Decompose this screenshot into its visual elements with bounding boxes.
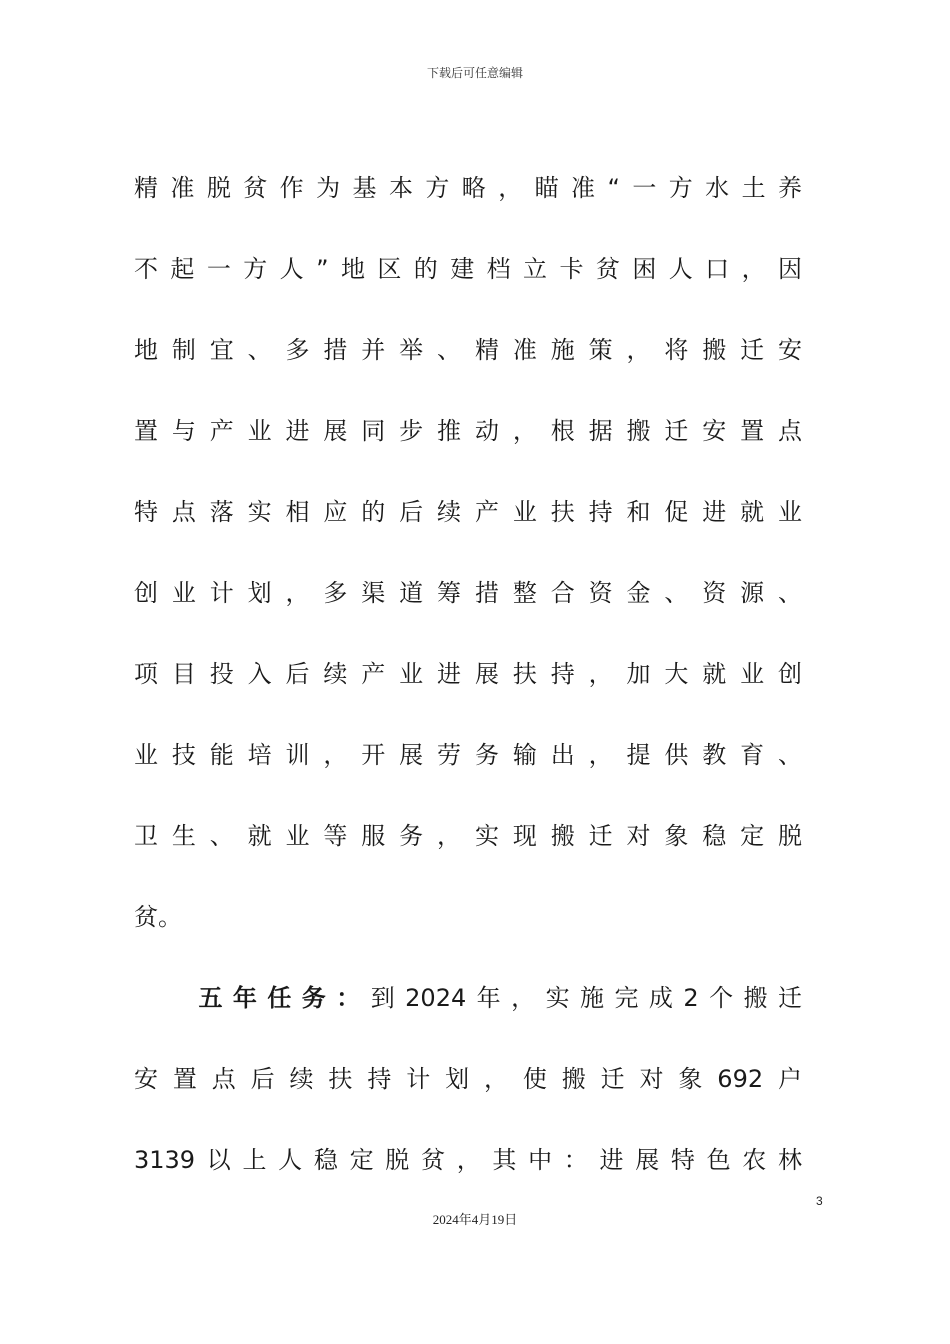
- task-paragraph-line: 安置点后续扶持计划，使搬迁对象692户: [134, 1065, 802, 1093]
- paragraph-line: 置与产业进展同步推动，根据搬迁安置点: [134, 417, 802, 445]
- document-body: [134, 148, 802, 1201]
- page-footer-date: 2024年4月19日: [432, 1212, 518, 1227]
- paragraph-line: 贫。: [134, 903, 182, 931]
- paragraph-line: 项目投入后续产业进展扶持，加大就业创: [134, 660, 802, 688]
- page-number: 3: [816, 1194, 823, 1208]
- paragraph-line: 精准脱贫作为基本方略，瞄准“一方水土养: [134, 174, 802, 202]
- page-header: 下载后可任意编辑: [426, 66, 523, 80]
- paragraph-line: 不起一方人”地区的建档立卡贫困人口，因: [134, 255, 802, 283]
- paragraph-line: 创业计划，多渠道筹措整合资金、资源、: [134, 579, 802, 607]
- task-line-text: 到2024年，实施完成2个搬迁: [370, 984, 802, 1012]
- paragraph-line: 业技能培训，开展劳务输出，提供教育、: [134, 741, 802, 769]
- paragraph-line: 特点落实相应的后续产业扶持和促进就业: [134, 498, 802, 526]
- paragraph-line: 卫生、就业等服务，实现搬迁对象稳定脱: [134, 822, 802, 850]
- task-heading: 五年任务：: [188, 984, 371, 1012]
- task-paragraph-line: [134, 958, 802, 1039]
- paragraph-line: 地制宜、多措并举、精准施策，将搬迁安: [134, 336, 802, 364]
- task-paragraph-line: 3139以上人稳定脱贫，其中：进展特色农林: [134, 1146, 802, 1174]
